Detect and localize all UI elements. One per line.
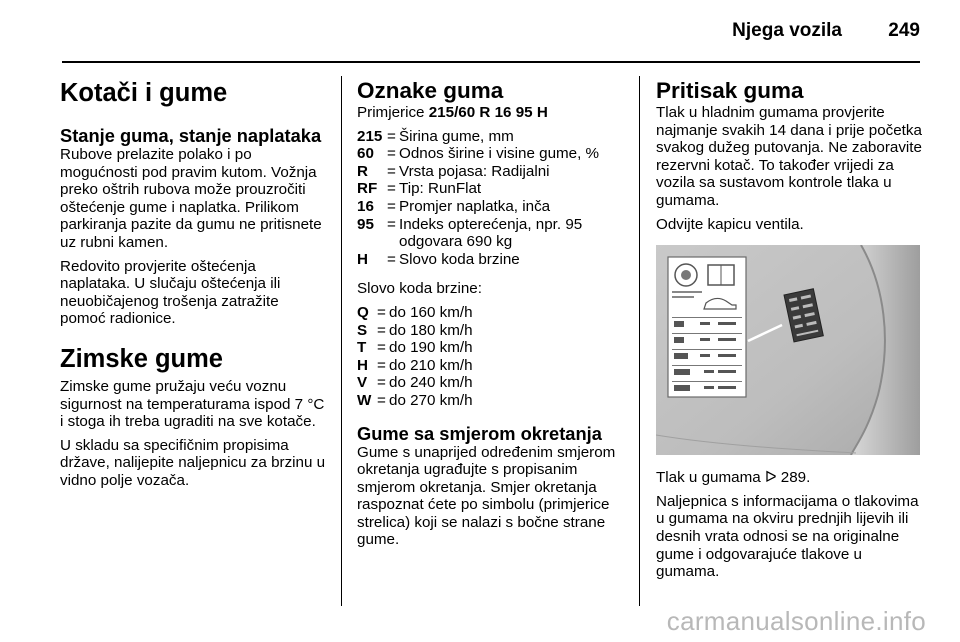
definition-eq: = bbox=[387, 250, 396, 268]
definition-key: RF bbox=[357, 180, 378, 198]
speed-key: W bbox=[357, 391, 372, 409]
definition-value: Širina gume, mm bbox=[399, 127, 514, 145]
section-title-tyre-markings: Oznake guma bbox=[357, 78, 504, 103]
speed-row bbox=[357, 322, 473, 340]
definition-value: Indeks opterećenja, npr. 95 odgovara 690 kg bbox=[399, 215, 583, 251]
definition-key: 60 bbox=[357, 145, 374, 163]
page-header bbox=[0, 0, 960, 60]
watermark: carmanualsonline.info bbox=[666, 606, 926, 636]
speed-value: do 180 km/h bbox=[389, 321, 473, 339]
column-divider-2 bbox=[639, 76, 640, 606]
speed-value: do 190 km/h bbox=[389, 339, 473, 357]
paragraph: Naljepnica s informacijama o tlakovima u gumama na okviru prednjih lijevih ili desnih vrata odnosi se na originalne gume i odgovarajuće tlakove u gumama. bbox=[656, 492, 919, 581]
definition-row bbox=[357, 198, 625, 216]
section-title-tyre-pressure: Pritisak guma bbox=[656, 78, 804, 103]
speed-row bbox=[357, 392, 473, 410]
speed-eq: = bbox=[377, 303, 386, 321]
subsection-title-condition: Stanje guma, stanje naplataka bbox=[60, 125, 322, 146]
section-title-wheels: Kotači i gume bbox=[60, 79, 228, 107]
definition-key: 215 bbox=[357, 127, 383, 145]
paragraph: Gume s unaprijed određenim smjerom okretanja ugrađujte s propisanim smjerom okretanja. Smjer okretanja raspoznat ćete po simbolu (primjerice strelica) koji se nalazi s bočne strane gume. bbox=[357, 443, 616, 549]
speed-key: V bbox=[357, 374, 368, 392]
definition-value: Promjer naplatka, inča bbox=[399, 197, 551, 215]
definition-row bbox=[357, 216, 625, 251]
page-number: 249 bbox=[888, 20, 920, 41]
speed-value: do 240 km/h bbox=[389, 374, 473, 392]
speed-value: do 160 km/h bbox=[389, 303, 473, 321]
definition-row bbox=[357, 128, 625, 146]
definition-eq: = bbox=[387, 127, 396, 145]
speed-eq: = bbox=[377, 391, 386, 409]
definition-eq: = bbox=[387, 197, 396, 215]
paragraph: Tlak u hladnim gumama provjerite najmanje svakih 14 dana i prije početka svakog dužeg putovanja. Ne zaboravite rezervni kotač. To također vrijedi za vozila sa sustavom kontrole tlaka u gumama. bbox=[656, 104, 922, 209]
paragraph: U skladu sa specifičnim propisima države, nalijepite naljepnicu za brzinu u vidno polje vozača. bbox=[60, 436, 326, 489]
paragraph: Redovito provjerite oštećenja naplataka. U slučaju oštećenja ili neuobičajenog trošenja zatražite pomoć radionice. bbox=[60, 257, 281, 328]
definition-value: Tip: RunFlat bbox=[399, 180, 482, 198]
speed-key: Q bbox=[357, 303, 369, 321]
definition-key: H bbox=[357, 250, 368, 268]
speed-value: do 270 km/h bbox=[389, 391, 473, 409]
speed-intro: Slovo koda brzine: bbox=[357, 280, 482, 298]
speed-row bbox=[357, 339, 473, 357]
definition-row bbox=[357, 163, 625, 181]
speed-eq: = bbox=[377, 356, 386, 374]
section-title-winter: Zimske gume bbox=[60, 344, 223, 373]
example-code: 215/60 R 16 95 H bbox=[428, 104, 548, 121]
speed-key: H bbox=[357, 356, 368, 374]
header-title: Njega vozila bbox=[732, 20, 842, 41]
definition-value: Vrsta pojasa: Radijalni bbox=[399, 162, 550, 180]
definition-row bbox=[357, 145, 625, 163]
column-divider-1 bbox=[341, 76, 342, 606]
example-line bbox=[357, 104, 625, 122]
speed-row bbox=[357, 374, 473, 392]
definition-eq: = bbox=[387, 145, 396, 163]
paragraph: Odvijte kapicu ventila. bbox=[656, 215, 804, 233]
definition-key: R bbox=[357, 162, 368, 180]
speed-row bbox=[357, 357, 473, 375]
speed-code-table bbox=[357, 304, 473, 410]
example-prefix: Primjerice bbox=[357, 104, 429, 121]
tyre-code-table bbox=[357, 128, 625, 269]
speed-eq: = bbox=[377, 374, 386, 392]
paragraph: Zimske gume pružaju veću voznu sigurnost na temperaturama ispod 7 °C i stoga ih treba ugraditi na sve kotače. bbox=[60, 377, 325, 431]
definition-value: Slovo koda brzine bbox=[399, 250, 520, 268]
paragraph-reference: Tlak u gumama ᐅ 289. bbox=[656, 469, 811, 487]
speed-value: do 210 km/h bbox=[389, 356, 473, 374]
column-1 bbox=[60, 78, 328, 490]
speed-row bbox=[357, 304, 473, 322]
tyre-pressure-label-photo bbox=[656, 245, 920, 455]
speed-eq: = bbox=[377, 321, 386, 339]
subsection-title-directional: Gume sa smjerom okretanja bbox=[357, 422, 602, 444]
paragraph: Rubove prelazite polako i po mogućnosti pod pravim kutom. Vožnja preko oštrih rubova može prouzročiti oštećenje gume i naplatka. Prilikom parkiranja pazite da gumu ne pritisnete uz rubni kamen. bbox=[60, 146, 322, 251]
definition-eq: = bbox=[387, 180, 396, 198]
definition-value: Odnos širine i visine gume, % bbox=[399, 145, 600, 163]
column-2 bbox=[357, 78, 625, 549]
speed-eq: = bbox=[377, 339, 386, 357]
speed-key: S bbox=[357, 321, 368, 339]
column-3 bbox=[656, 78, 924, 581]
header-divider bbox=[62, 61, 920, 63]
definition-row bbox=[357, 251, 625, 269]
definition-key: 95 bbox=[357, 215, 374, 233]
definition-row bbox=[357, 180, 625, 198]
definition-key: 16 bbox=[357, 197, 374, 215]
definition-eq: = bbox=[387, 162, 396, 180]
speed-key: T bbox=[357, 339, 367, 357]
definition-eq: = bbox=[387, 215, 396, 233]
